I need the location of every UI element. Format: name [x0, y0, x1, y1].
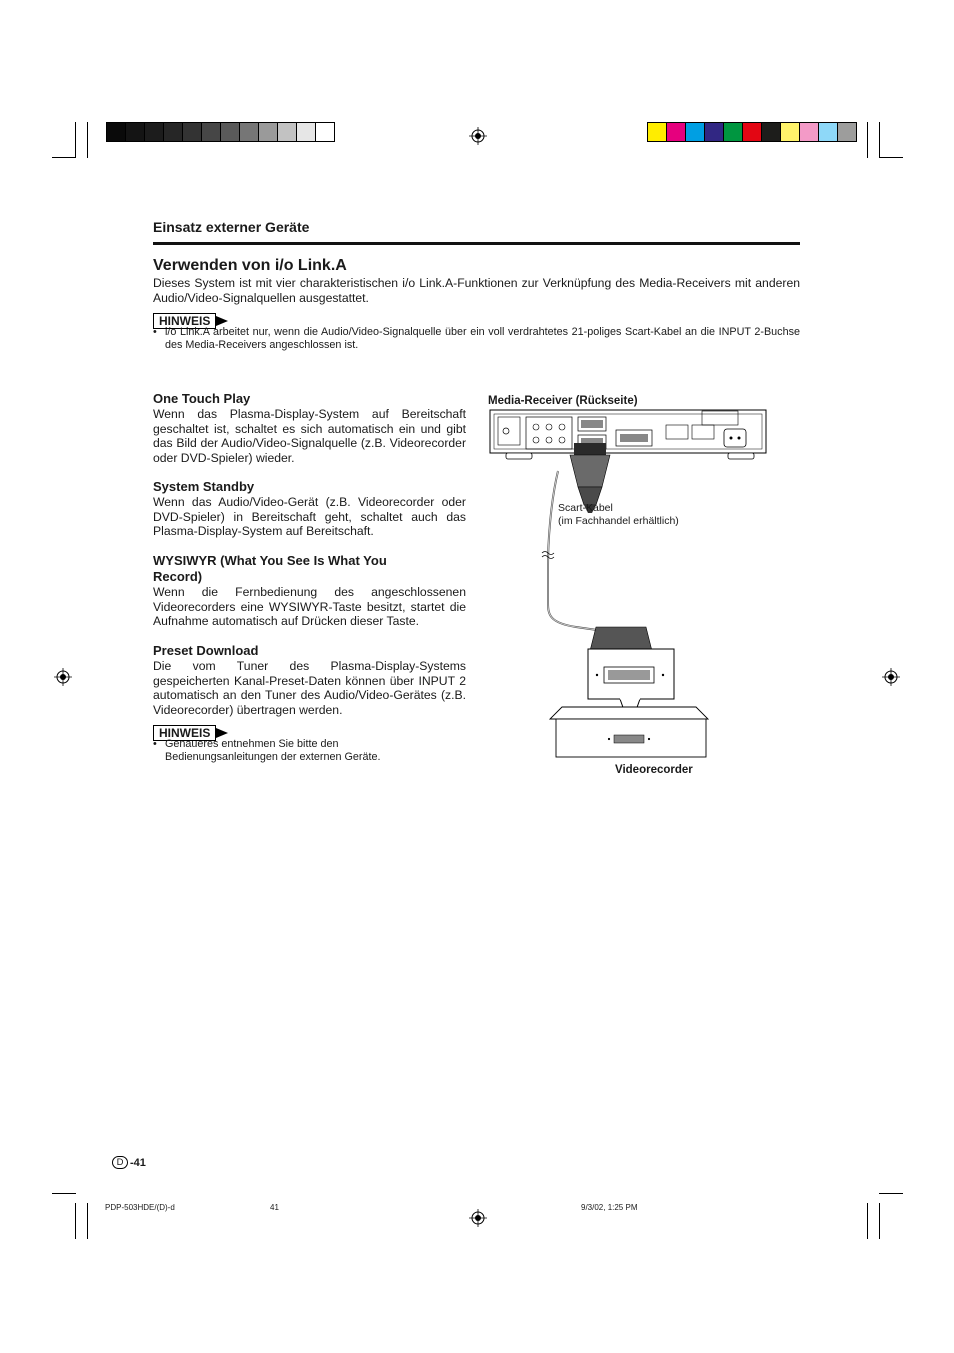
feature-system-standby	[153, 479, 466, 539]
language-badge: D	[112, 1156, 128, 1169]
color-swatch	[240, 123, 259, 141]
page-title: Verwenden von i/o Link.A	[153, 257, 347, 274]
color-swatch	[297, 123, 316, 141]
color-swatch	[724, 123, 743, 141]
color-swatch	[667, 123, 686, 141]
receiver-label: Media-Receiver (Rückseite)	[488, 395, 638, 407]
color-swatch	[705, 123, 724, 141]
bullet: •	[153, 738, 157, 750]
videorecorder-icon	[550, 707, 708, 757]
color-swatch	[686, 123, 705, 141]
bullet: •	[153, 326, 157, 338]
section-heading: Einsatz externer Geräte	[153, 219, 310, 235]
footer-sheet: 41	[270, 1203, 279, 1212]
color-swatch	[221, 123, 240, 141]
color-swatch	[107, 123, 126, 141]
feature-text: Die vom Tuner des Plasma-Display-Systems gespeicherten Kanal-Preset-Daten können über INPUT 2 automatisch an den Tuner des Audio/Video-Gerätes (z.B. Videorecorder) übertragen werden.	[153, 659, 466, 717]
arrow-right-icon	[216, 316, 228, 326]
feature-text: Wenn die Fernbedienung des angeschlossenen Videorecorders eine WYSIWYR-Taste besitzt, startet die Aufnahme automatisch auf Drücken dieser Taste.	[153, 585, 466, 629]
bottom-note-text: • Genaueres entnehmen Sie bitte den Bedienungsanleitungen der externen Geräte.	[153, 738, 381, 764]
process-color-bar	[647, 122, 857, 142]
feature-title: System Standby	[153, 479, 255, 494]
feature-one-touch-play	[153, 391, 466, 465]
color-swatch	[648, 123, 667, 141]
arrow-right-icon	[216, 728, 228, 738]
footer-file: PDP-503HDE/(D)-d	[105, 1203, 175, 1212]
color-swatch	[819, 123, 838, 141]
cable-label-line-1: Scart-Kabel	[558, 502, 613, 514]
color-swatch	[126, 123, 145, 141]
color-swatch	[743, 123, 762, 141]
intro-paragraph: Dieses System ist mit vier charakteristischen i/o Link.A-Funktionen zur Verknüpfung des Media-Receivers mit anderen Audio/Video-Signalquellen ausgestattet.	[153, 276, 800, 305]
color-swatch	[259, 123, 278, 141]
feature-text: Wenn das Plasma-Display-System auf Bereitschaft geschaltet ist, schaltet es sich automatisch ein und gibt das Bild der Audio/Video-Signalquelle (z.B. Videorecorder oder DVD-Spieler) wieder.	[153, 407, 466, 465]
color-swatch	[762, 123, 781, 141]
note-label-text: HINWEIS	[153, 725, 216, 741]
color-swatch	[316, 123, 334, 141]
feature-title: WYSIWYR (What You See Is What You Record)	[153, 553, 387, 584]
note-label-text: HINWEIS	[153, 313, 216, 329]
cable-label-line-2: (im Fachhandel erhältlich)	[558, 515, 679, 527]
feature-title: One Touch Play	[153, 391, 251, 406]
registration-mark-icon	[469, 127, 487, 145]
color-swatch	[278, 123, 297, 141]
registration-mark-icon	[882, 668, 900, 686]
media-receiver-rear-icon	[490, 410, 766, 459]
color-swatch	[781, 123, 800, 141]
color-swatch	[838, 123, 856, 141]
feature-preset-download	[153, 643, 466, 717]
registration-mark-icon	[54, 668, 72, 686]
grayscale-color-bar	[106, 122, 335, 142]
note-text: • i/o Link.A arbeitet nur, wenn die Audio/Video-Signalquelle über ein voll verdrahtetes 21-poliges Scart-Kabel an die INPUT 2-Buchse des Media-Receivers angeschlossen ist.	[153, 326, 800, 352]
page-number	[112, 1156, 146, 1169]
feature-wysiwyr	[153, 553, 466, 629]
registration-mark-icon	[469, 1209, 487, 1227]
footer-date: 9/3/02, 1:25 PM	[581, 1203, 638, 1212]
cable-label	[558, 502, 679, 528]
vcr-label: Videorecorder	[615, 764, 693, 776]
section-rule	[153, 242, 800, 245]
connection-diagram	[486, 405, 772, 770]
feature-text: Wenn das Audio/Video-Gerät (z.B. Videorecorder oder DVD-Spieler) in Bereitschaft geht, schaltet auch das Plasma-Display-System auf Bereitschaft.	[153, 495, 466, 539]
color-swatch	[164, 123, 183, 141]
feature-title: Preset Download	[153, 643, 259, 658]
page-number-text: -41	[130, 1156, 146, 1169]
color-swatch	[800, 123, 819, 141]
color-swatch	[145, 123, 164, 141]
color-swatch	[202, 123, 221, 141]
color-swatch	[183, 123, 202, 141]
